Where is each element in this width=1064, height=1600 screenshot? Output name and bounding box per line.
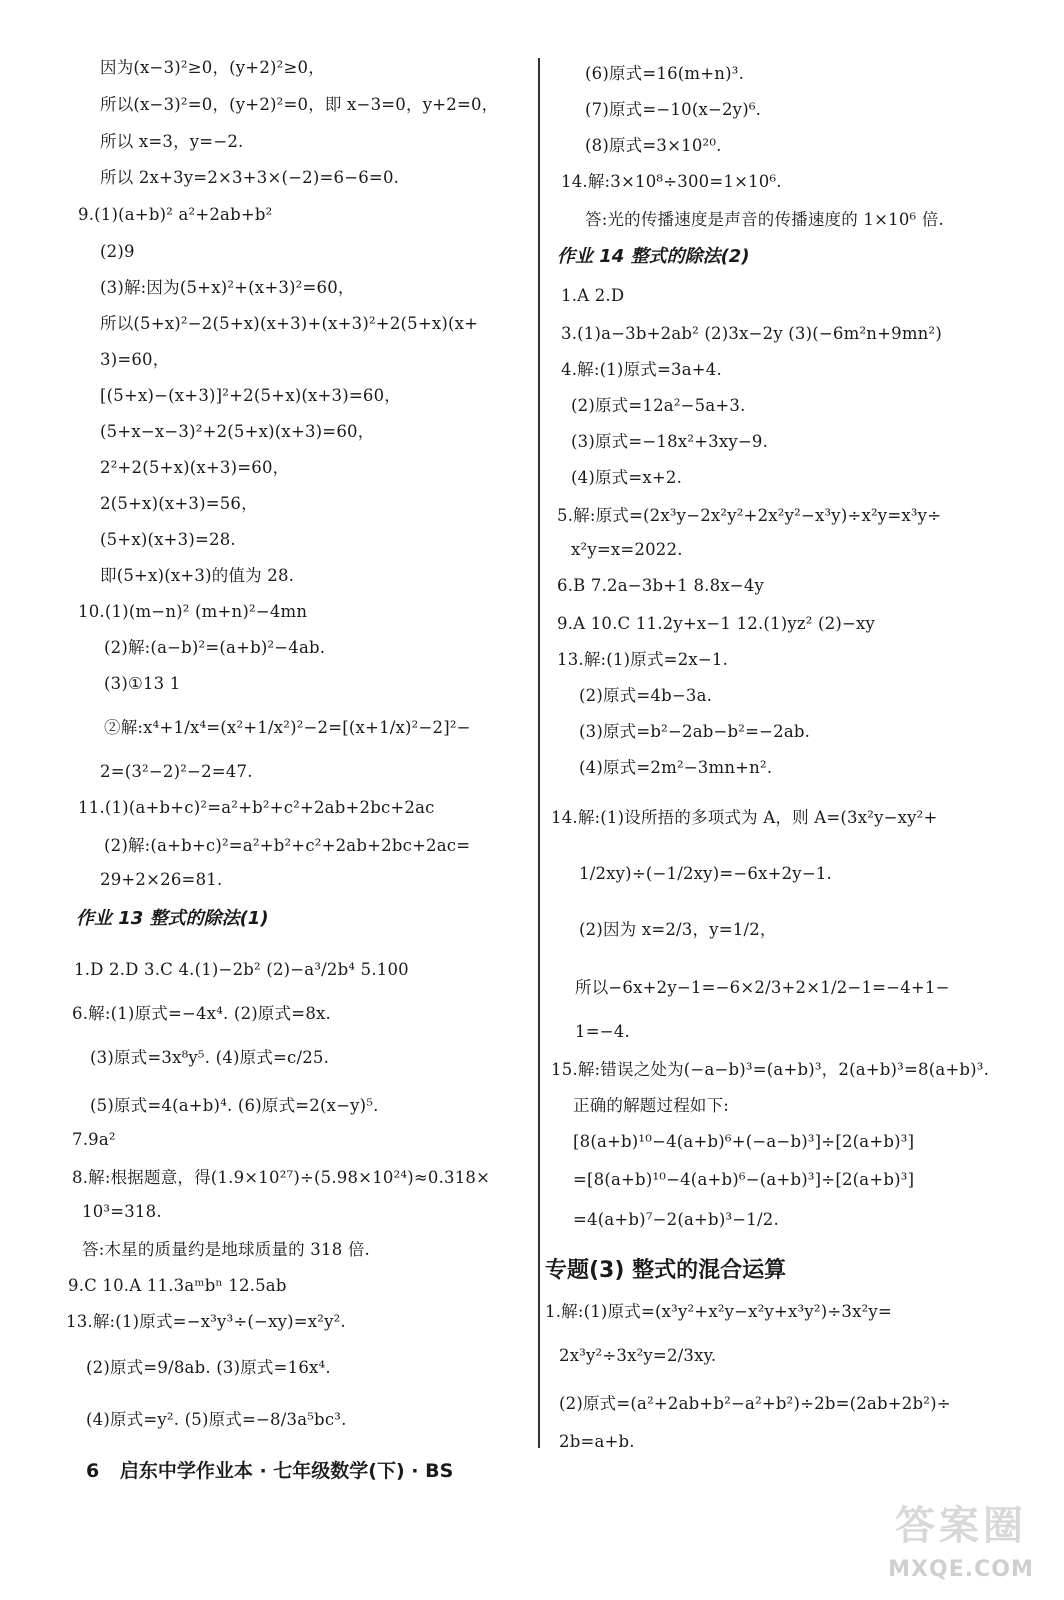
text-line: ②解:x⁴+1/x⁴=(x²+1/x²)²−2=[(x+1/x)²−2]²− bbox=[104, 718, 471, 737]
text-line: 6.B 7.2a−3b+1 8.8x−4y bbox=[557, 576, 765, 595]
section-heading: 作业 13 整式的除法(1) bbox=[76, 908, 269, 929]
text-line: (8)原式=3×10²⁰. bbox=[585, 136, 722, 155]
text-line: 答:木星的质量约是地球质量的 318 倍. bbox=[82, 1240, 370, 1259]
text-line: 所以 x=3，y=−2. bbox=[100, 132, 244, 151]
text-line: 1=−4. bbox=[575, 1022, 630, 1041]
text-line: (6)原式=16(m+n)³. bbox=[585, 64, 745, 83]
text-line: 8.解:根据题意，得(1.9×10²⁷)÷(5.98×10²⁴)≈0.318× bbox=[72, 1168, 491, 1187]
text-line: (3)解:因为(5+x)²+(x+3)²=60， bbox=[100, 278, 355, 297]
text-line: 13.解:(1)原式=2x−1. bbox=[557, 650, 729, 669]
text-line: [(5+x)−(x+3)]²+2(5+x)(x+3)=60， bbox=[100, 386, 401, 405]
text-line: 2(5+x)(x+3)=56， bbox=[100, 494, 258, 513]
page-footer bbox=[86, 1458, 453, 1484]
text-line: (3)原式=3x⁸y⁵. (4)原式=c/25. bbox=[90, 1048, 330, 1067]
text-line: 所以(5+x)²−2(5+x)(x+3)+(x+3)²+2(5+x)(x+ bbox=[100, 314, 479, 333]
text-line: (2)原式=12a²−5a+3. bbox=[571, 396, 746, 415]
text-line: (2)解:(a−b)²=(a+b)²−4ab. bbox=[104, 638, 326, 657]
text-line: (4)原式=x+2. bbox=[571, 468, 683, 487]
text-line: 9.A 10.C 11.2y+x−1 12.(1)yz² (2)−xy bbox=[557, 614, 876, 633]
text-line: 2b=a+b. bbox=[559, 1432, 635, 1451]
text-line: 7.9a² bbox=[72, 1130, 116, 1149]
text-line: =4(a+b)⁷−2(a+b)³−1/2. bbox=[573, 1210, 779, 1229]
text-line: 11.(1)(a+b+c)²=a²+b²+c²+2ab+2bc+2ac bbox=[78, 798, 435, 817]
section-heading: 作业 14 整式的除法(2) bbox=[557, 246, 750, 267]
text-line: 9.(1)(a+b)² a²+2ab+b² bbox=[78, 205, 273, 224]
watermark-url: MXQE.COM bbox=[888, 1557, 1034, 1582]
text-line: 所以−6x+2y−1=−6×2/3+2×1/2−1=−4+1− bbox=[575, 978, 950, 997]
text-line: 14.解:(1)设所捂的多项式为 A，则 A=(3x²y−xy²+ bbox=[551, 808, 938, 827]
text-line: 14.解:3×10⁸÷300=1×10⁶. bbox=[561, 172, 782, 191]
text-line: 1.D 2.D 3.C 4.(1)−2b² (2)−a³/2b⁴ 5.100 bbox=[74, 960, 409, 979]
text-line: 2x³y²÷3x²y=2/3xy. bbox=[559, 1346, 717, 1365]
text-line: x²y=x=2022. bbox=[571, 540, 683, 559]
text-line: (7)原式=−10(x−2y)⁶. bbox=[585, 100, 762, 119]
text-line: (2)解:(a+b+c)²=a²+b²+c²+2ab+2bc+2ac= bbox=[104, 836, 471, 855]
page-number: 6 bbox=[86, 1460, 100, 1482]
text-line: 1.A 2.D bbox=[561, 286, 625, 305]
text-line: 因为(x−3)²≥0，(y+2)²≥0， bbox=[100, 58, 325, 77]
text-line: 所以(x−3)²=0，(y+2)²=0，即 x−3=0，y+2=0， bbox=[100, 95, 499, 114]
text-line: 10.(1)(m−n)² (m+n)²−4mn bbox=[78, 602, 308, 621]
text-line: 13.解:(1)原式=−x³y³÷(−xy)=x²y². bbox=[66, 1312, 346, 1331]
text-line: 15.解:错误之处为(−a−b)³=(a+b)³，2(a+b)³=8(a+b)³. bbox=[551, 1060, 990, 1079]
text-line: (2)原式=9/8ab. (3)原式=16x⁴. bbox=[86, 1358, 331, 1377]
text-line: 1/2xy)÷(−1/2xy)=−6x+2y−1. bbox=[579, 864, 832, 883]
text-line: (5+x−x−3)²+2(5+x)(x+3)=60， bbox=[100, 422, 375, 441]
text-line: 29+2×26=81. bbox=[100, 870, 223, 889]
text-line: (2)原式=4b−3a. bbox=[579, 686, 713, 705]
watermark-logo bbox=[868, 1500, 1054, 1592]
text-line: 即(5+x)(x+3)的值为 28. bbox=[100, 566, 295, 585]
text-line: 9.C 10.A 11.3aᵐbⁿ 12.5ab bbox=[68, 1276, 287, 1295]
text-line: 2²+2(5+x)(x+3)=60， bbox=[100, 458, 290, 477]
column-divider bbox=[538, 58, 540, 1448]
text-line: (3)①13 1 bbox=[104, 674, 181, 693]
text-line: [8(a+b)¹⁰−4(a+b)⁶+(−a−b)³]÷[2(a+b)³] bbox=[573, 1132, 915, 1151]
text-line: 3.(1)a−3b+2ab² (2)3x−2y (3)(−6m²n+9mn²) bbox=[561, 324, 942, 343]
text-line: 答:光的传播速度是声音的传播速度的 1×10⁶ 倍. bbox=[585, 210, 944, 229]
text-line: 5.解:原式=(2x³y−2x²y²+2x²y²−x³y)÷x²y=x³y÷ bbox=[557, 506, 942, 525]
text-line: (3)原式=−18x²+3xy−9. bbox=[571, 432, 769, 451]
text-line: (2)因为 x=2/3，y=1/2， bbox=[579, 920, 777, 939]
text-line: 10³=318. bbox=[82, 1202, 162, 1221]
text-line: (2)9 bbox=[100, 242, 135, 261]
text-line: 所以 2x+3y=2×3+3×(−2)=6−6=0. bbox=[100, 168, 400, 187]
text-line: =[8(a+b)¹⁰−4(a+b)⁶−(a+b)³]÷[2(a+b)³] bbox=[573, 1170, 915, 1189]
text-line: 6.解:(1)原式=−4x⁴. (2)原式=8x. bbox=[72, 1004, 331, 1023]
watermark-text: 答案圈 bbox=[895, 1503, 1027, 1549]
text-line: 2=(3²−2)²−2=47. bbox=[100, 762, 253, 781]
book-title: 启东中学作业本 · 七年级数学(下) · BS bbox=[119, 1460, 454, 1482]
text-line: (2)原式=(a²+2ab+b²−a²+b²)÷2b=(2ab+2b²)÷ bbox=[559, 1394, 951, 1413]
text-line: (4)原式=y². (5)原式=−8/3a⁵bc³. bbox=[86, 1410, 347, 1429]
text-line: (3)原式=b²−2ab−b²=−2ab. bbox=[579, 722, 811, 741]
text-line: 3)=60， bbox=[100, 350, 170, 369]
text-line: 4.解:(1)原式=3a+4. bbox=[561, 360, 722, 379]
text-line: (5)原式=4(a+b)⁴. (6)原式=2(x−y)⁵. bbox=[90, 1096, 379, 1115]
text-line: 正确的解题过程如下: bbox=[573, 1096, 730, 1115]
text-line: (4)原式=2m²−3mn+n². bbox=[579, 758, 773, 777]
text-line: 1.解:(1)原式=(x³y²+x²y−x²y+x³y²)÷3x²y= bbox=[545, 1302, 892, 1321]
text-line: (5+x)(x+3)=28. bbox=[100, 530, 236, 549]
topic-heading: 专题(3) 整式的混合运算 bbox=[545, 1258, 787, 1283]
